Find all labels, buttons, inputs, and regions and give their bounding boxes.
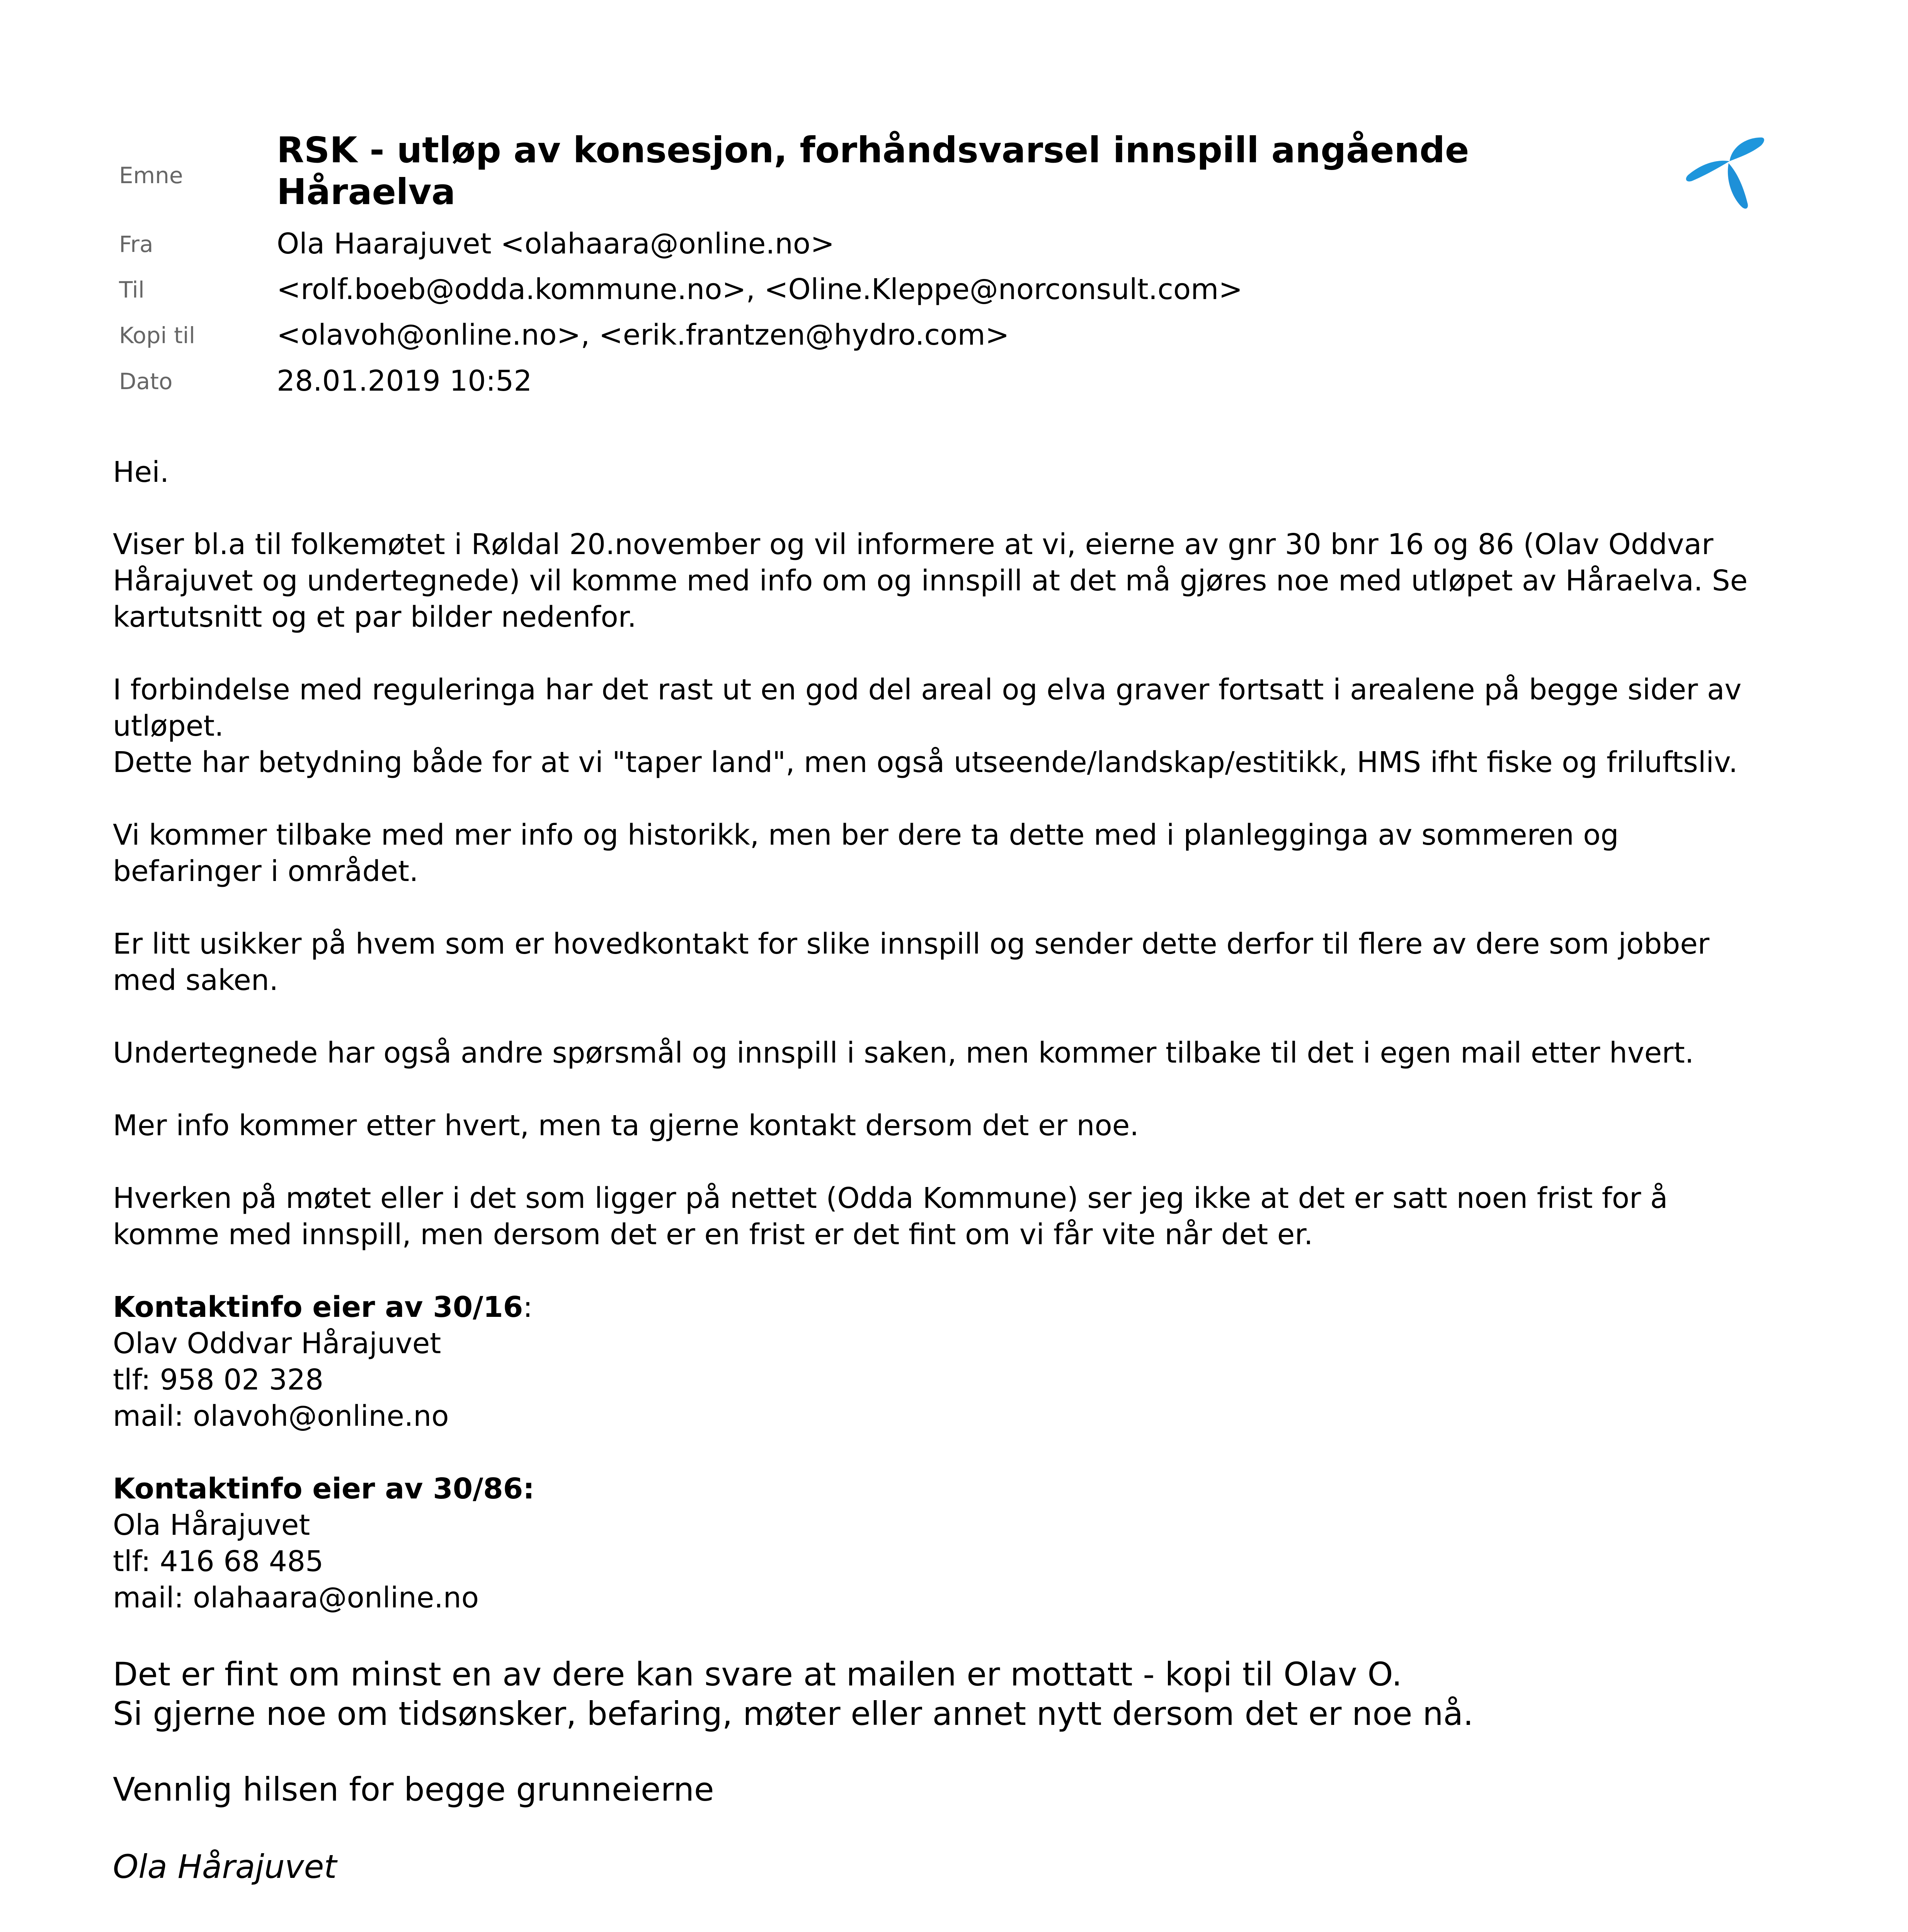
greeting: Hei. [113,456,169,489]
paragraph-1 [113,526,1813,635]
text-line: Undertegnede har også andre spørsmål og innspill i saken, men kommer tilbake til det i egen mail etter hvert. [113,1036,1694,1070]
telenor-logo-icon [1673,124,1774,213]
contact-heading [113,1289,1813,1325]
contact-heading: Kontaktinfo eier av 30/86: [113,1472,534,1505]
from-value[interactable]: Ola Haarajuvet <olahaara@online.no> [277,227,835,260]
cc-value[interactable]: <olavoh@online.no>, <erik.frantzen@hydro.com> [277,318,1009,352]
signature: Ola Hårajuvet [113,1848,337,1886]
text-line: Viser bl.a til folkemøtet i Røldal 20.november og vil informere at vi, eierne av gnr 30 bnr 16 og 86 (Olav Oddvar [113,528,1714,561]
contact-heading-colon: : [523,1291,533,1324]
regards: Vennlig hilsen for begge grunneierne [113,1770,714,1808]
paragraph-2 [113,672,1813,781]
text-line: Hårajuvet og undertegnede) vil komme med info om og innspill at det må gjøres noe med utløpet av Håraelva. Se [113,564,1748,597]
text-line: I forbindelse med reguleringa har det rast ut en god del areal og elva graver fortsatt i arealene på begge sider av [113,673,1742,706]
subject-line: RSK - utløp av konsesjon, forhåndsvarsel innspill angående [277,129,1469,171]
subject-line: Håraelva [277,171,456,213]
text-line: Vi kommer tilbake med mer info og historikk, men ber dere ta dette med i planlegginga av sommeren og [113,818,1619,852]
contact-phone: tlf: 958 02 328 [113,1363,324,1396]
text-line: Mer info kommer etter hvert, men ta gjerne kontakt dersom det er noe. [113,1109,1139,1142]
logo-lower-petal [1728,163,1748,209]
contact-block-30-86 [113,1471,1813,1616]
contact-name: Olav Oddvar Hårajuvet [113,1327,441,1360]
contact-phone: tlf: 416 68 485 [113,1545,324,1578]
contact-email[interactable]: mail: olahaara@online.no [113,1581,479,1614]
contact-heading-text: Kontaktinfo eier av 30/16 [113,1291,523,1324]
text-line: utløpet. [113,709,224,743]
text-line: Er litt usikker på hvem som er hovedkontakt for slike innspill og sender dette derfor til flere av dere som jobber [113,927,1710,961]
cc-label: Kopi til [119,322,195,349]
to-value[interactable]: <rolf.boeb@odda.kommune.no>, <Oline.Kleppe@norconsult.com> [277,273,1243,306]
paragraph-6 [113,1107,1813,1144]
logo-upper-petal [1729,138,1764,161]
paragraph-7 [113,1180,1813,1253]
text-line: kartutsnitt og et par bilder nedenfor. [113,600,637,634]
date-value: 28.01.2019 10:52 [277,364,532,398]
text-line: Hverken på møtet eller i det som ligger på nettet (Odda Kommune) ser jeg ikke at det er satt noen frist for å [113,1182,1668,1215]
to-label: Til [119,277,145,303]
contact-name: Ola Hårajuvet [113,1509,310,1542]
text-line: med saken. [113,964,279,997]
from-label: Fra [119,231,153,257]
text-line: Det er fint om minst en av dere kan svare at mailen er mottatt - kopi til Olav O. [113,1655,1402,1693]
subject-label: Emne [119,162,183,189]
logo-left-petal [1686,161,1730,182]
date-label: Dato [119,368,173,395]
text-line: Dette har betydning både for at vi "taper land", men også utseende/landskap/estitikk, HMS ifht fiske og friluftsliv. [113,746,1738,779]
text-line: Si gjerne noe om tidsønsker, befaring, møter eller annet nytt dersom det er noe nå. [113,1695,1474,1733]
contact-email[interactable]: mail: olavoh@online.no [113,1400,449,1433]
paragraph-5 [113,1035,1813,1071]
closing-request [113,1655,1813,1733]
text-line: komme med innspill, men dersom det er en frist er det fint om vi får vite når det er. [113,1218,1313,1251]
contact-block-30-16 [113,1289,1813,1434]
paragraph-4 [113,926,1813,998]
paragraph-3 [113,817,1813,889]
email-subject [277,129,1707,213]
text-line: befaringer i området. [113,855,419,888]
